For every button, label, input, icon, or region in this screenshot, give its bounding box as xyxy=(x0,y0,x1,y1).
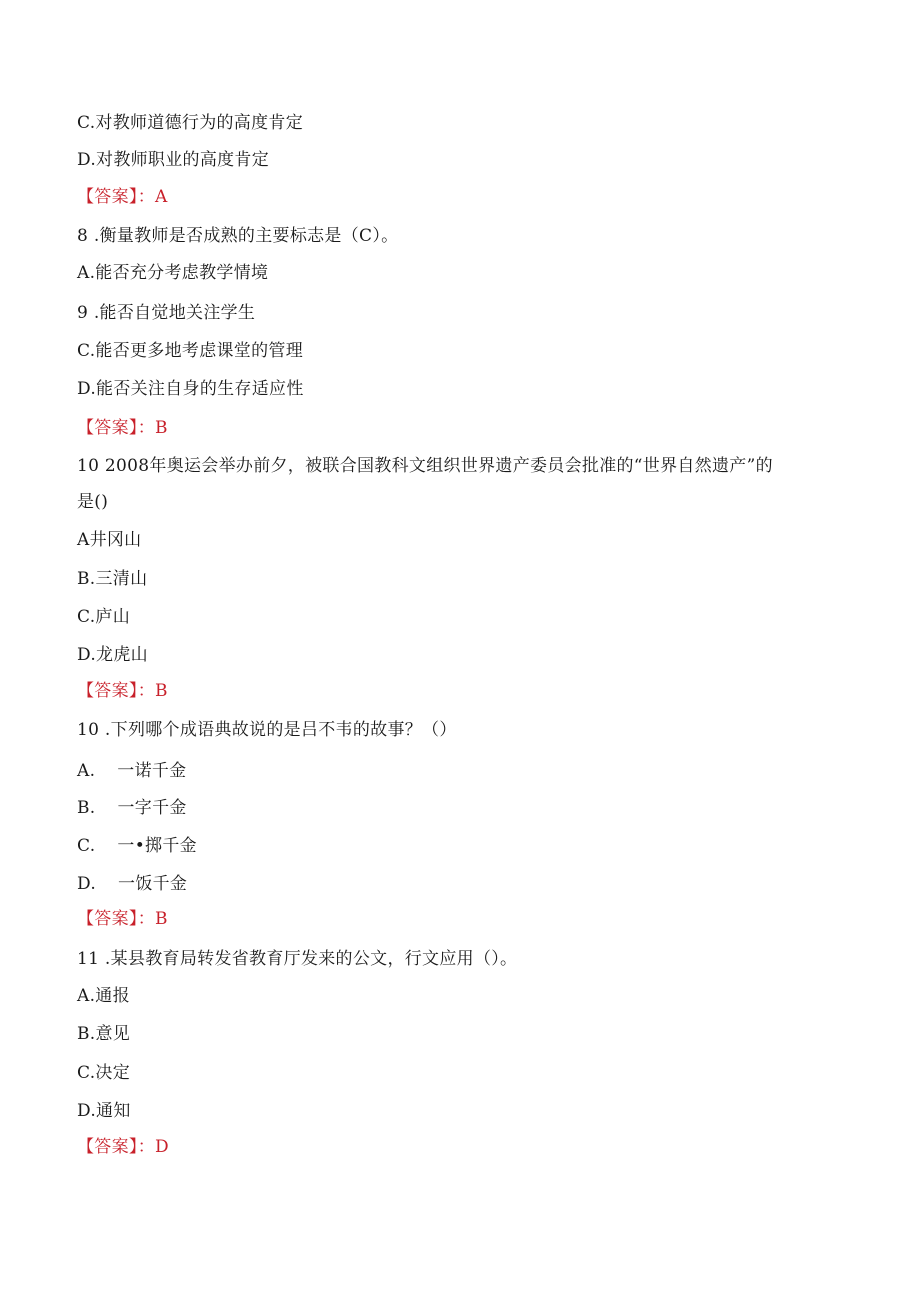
option-d-career: D.对教师职业的高度肯定 xyxy=(77,150,270,170)
option-a-jinggangshan: A井冈山 xyxy=(77,530,142,550)
option-c-jueding: C.决定 xyxy=(77,1063,131,1083)
option-d-longhushan: D.龙虎山 xyxy=(77,645,148,665)
option-text: 一•掷千金 xyxy=(117,836,197,856)
idiom-option-b xyxy=(77,797,187,819)
option-b-sanqingshan: B.三清山 xyxy=(77,569,148,589)
question-9-option-c: C.能否更多地考虑课堂的管理 xyxy=(77,341,304,361)
option-b-yijian: B.意见 xyxy=(77,1024,131,1044)
answer-line: 【答案】：D xyxy=(77,1137,169,1157)
answer-line: 【答案】：B xyxy=(77,909,168,929)
question-8: 8 .衡量教师是否成熟的主要标志是（C）。 xyxy=(77,226,399,246)
answer-line: 【答案】：A xyxy=(77,187,168,207)
option-c-moral: C.对教师道德行为的高度肯定 xyxy=(77,113,304,133)
idiom-option-d xyxy=(77,873,187,895)
question-11: 11 .某县教育局转发省教育厅发来的公文，行文应用（）。 xyxy=(77,949,518,969)
question-10-olympics: 10 2008年奥运会举办前夕，被联合国教科文组织世界遗产委员会批准的“世界自然遗产”的 xyxy=(77,456,773,476)
answer-line: 【答案】：B xyxy=(77,681,168,701)
option-text: 一饭千金 xyxy=(118,874,188,894)
question-10-olympics-cont: 是() xyxy=(77,492,109,512)
question-9: 9 .能否自觉地关注学生 xyxy=(77,303,256,323)
question-10-idiom: 10 .下列哪个成语典故说的是吕不韦的故事？（） xyxy=(77,720,457,740)
option-c-lushan: C.庐山 xyxy=(77,607,131,627)
answer-line: 【答案】：B xyxy=(77,418,168,438)
option-key: C. xyxy=(77,836,96,856)
question-9-option-d: D.能否关注自身的生存适应性 xyxy=(77,379,304,399)
option-text: 一诺千金 xyxy=(117,761,187,781)
option-key: A. xyxy=(77,761,96,781)
option-d-tongzhi: D.通知 xyxy=(77,1101,131,1121)
idiom-option-c xyxy=(77,835,197,857)
question-8-option-a: A.能否充分考虑教学情境 xyxy=(77,263,269,283)
option-text: 一字千金 xyxy=(117,798,187,818)
option-key: B. xyxy=(77,798,96,818)
option-a-tongbao: A.通报 xyxy=(77,986,130,1006)
option-key: D. xyxy=(77,874,97,894)
idiom-option-a xyxy=(77,760,186,782)
